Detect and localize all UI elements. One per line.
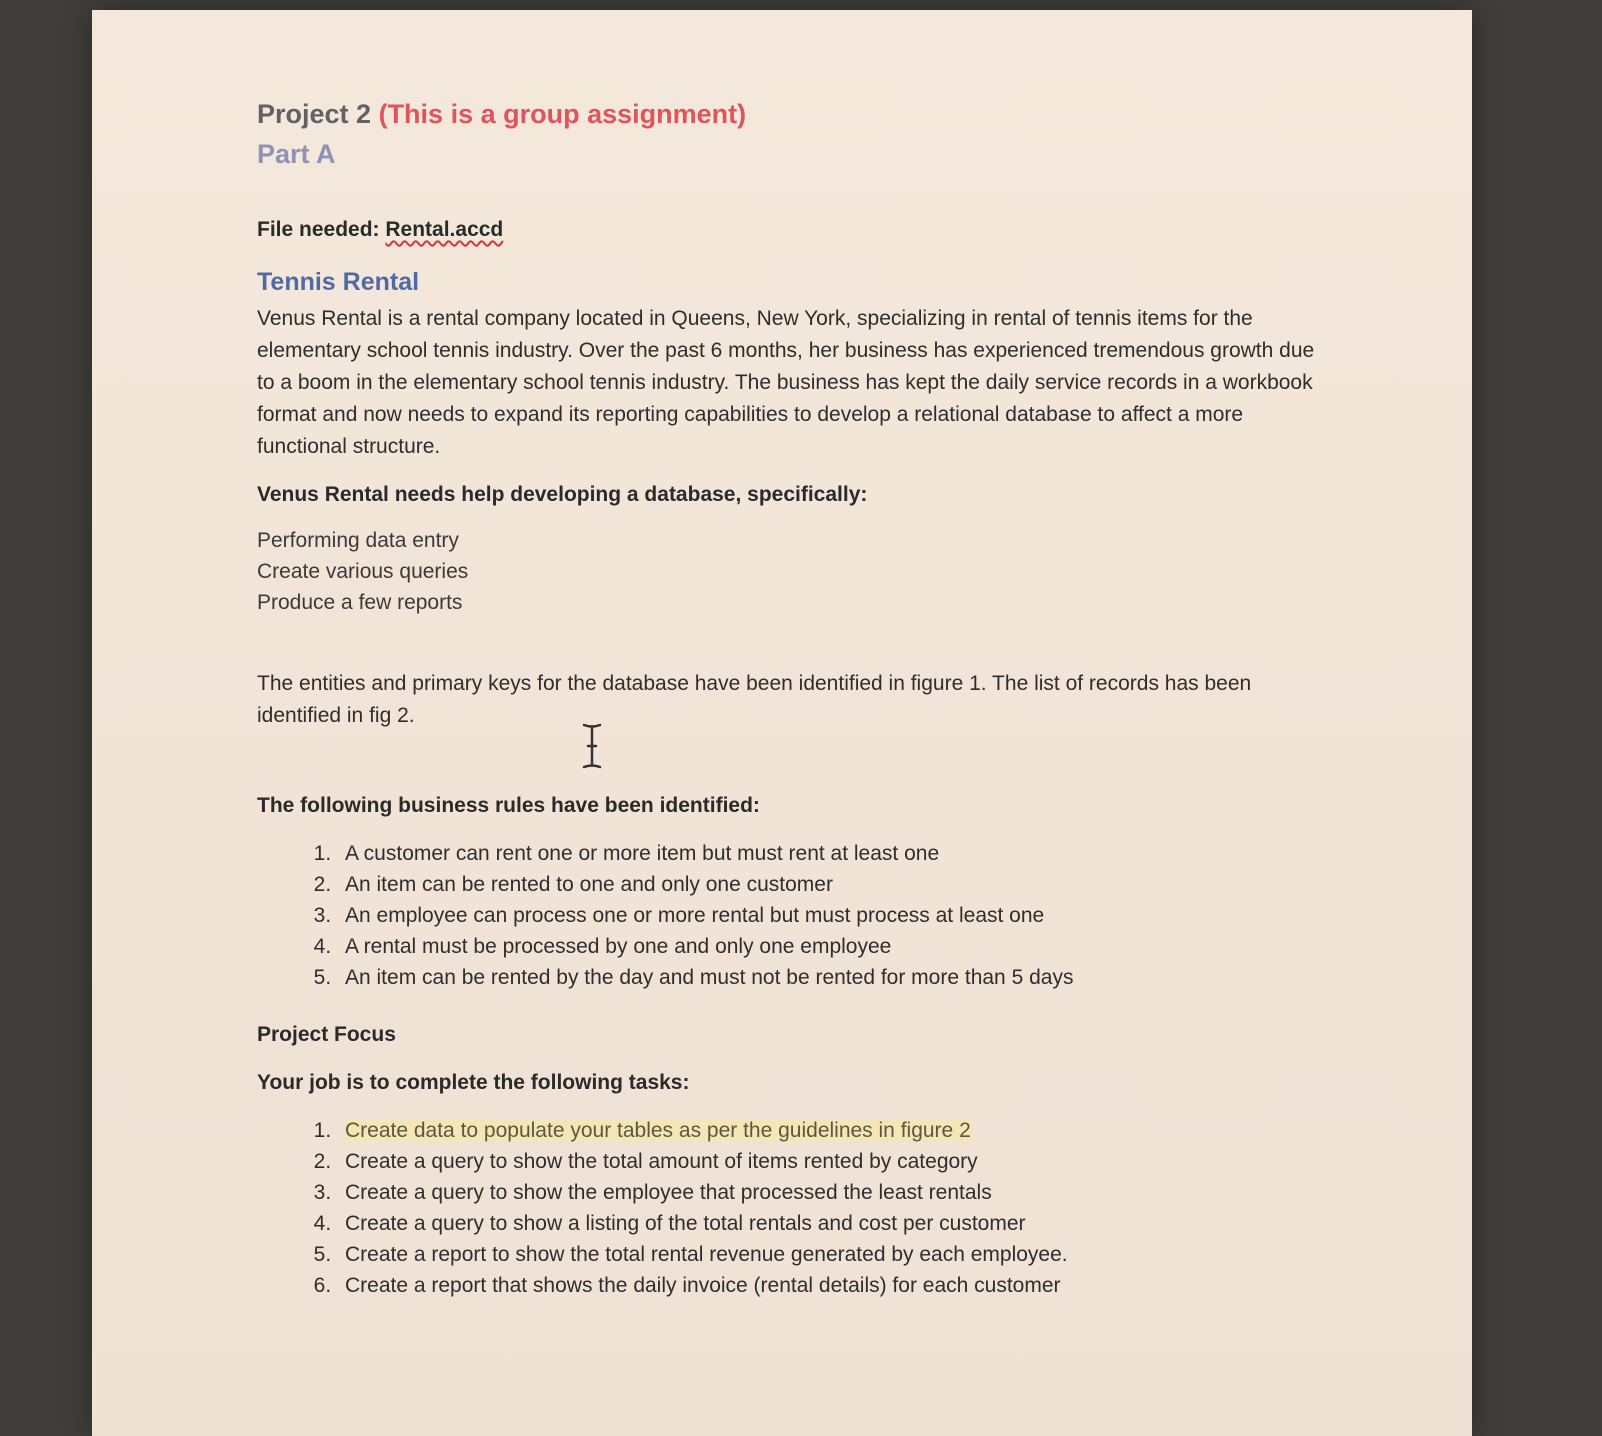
- needs-list: [257, 525, 1317, 618]
- text-cursor-icon: [580, 722, 604, 770]
- list-item: 3. Create a query to show the employee that processed the least rentals: [337, 1177, 1317, 1208]
- file-needed: [257, 218, 1317, 242]
- page-title: [257, 96, 1317, 132]
- intro-paragraph: Venus Rental is a rental company located in Queens, New York, specializing in rental of tennis items for the elementary school tennis industry. Over the past 6 months, her business has experienced tremendous growth due to a boom in the elementary school tennis industry. The business has kept the daily service records in a workbook format and now needs to expand its reporting capabilities to develop a relational database to affect a more functional structure.: [257, 307, 1315, 458]
- document-content: [257, 96, 1317, 1301]
- document-page: [92, 10, 1472, 1436]
- list-item: 6. Create a report that shows the daily invoice (rental details) for each customer: [337, 1270, 1317, 1301]
- list-item: 2. An item can be rented to one and only one customer: [337, 869, 1317, 900]
- section-heading: Tennis Rental: [257, 268, 420, 296]
- list-item: 4. A rental must be processed by one and only one employee: [337, 931, 1317, 962]
- entities-paragraph: The entities and primary keys for the database have been identified in figure 1. The list of records has been identified in fig 2.: [257, 672, 1252, 727]
- title-text: Project 2: [257, 99, 372, 129]
- page-subtitle: Part A: [257, 139, 336, 169]
- title-note: (This is a group assignment): [378, 99, 747, 129]
- list-item: [337, 1115, 1317, 1146]
- rules-list: [257, 838, 1317, 993]
- file-needed-value: Rental.accd: [385, 218, 504, 241]
- list-item: Create various queries: [257, 560, 469, 583]
- highlighted-task: Create data to populate your tables as per the guidelines in figure 2: [345, 1119, 971, 1142]
- list-item: 1. A customer can rent one or more item but must rent at least one: [337, 838, 1317, 869]
- list-item: 2. Create a query to show the total amount of items rented by category: [337, 1146, 1317, 1177]
- list-item: 4. Create a query to show a listing of the total rentals and cost per customer: [337, 1208, 1317, 1239]
- list-item: Produce a few reports: [257, 591, 463, 614]
- list-item: 3. An employee can process one or more rental but must process at least one: [337, 900, 1317, 931]
- tasks-list: [257, 1115, 1317, 1301]
- file-needed-label: File needed:: [257, 218, 380, 241]
- list-item: 5. An item can be rented by the day and must not be rented for more than 5 days: [337, 962, 1317, 993]
- focus-heading: Project Focus: [257, 1023, 396, 1046]
- rules-heading: The following business rules have been identified:: [257, 794, 760, 817]
- needs-heading: Venus Rental needs help developing a database, specifically:: [257, 483, 868, 506]
- tasks-heading: Your job is to complete the following tasks:: [257, 1071, 690, 1094]
- list-item: Performing data entry: [257, 529, 459, 552]
- list-item: 5. Create a report to show the total rental revenue generated by each employee.: [337, 1239, 1317, 1270]
